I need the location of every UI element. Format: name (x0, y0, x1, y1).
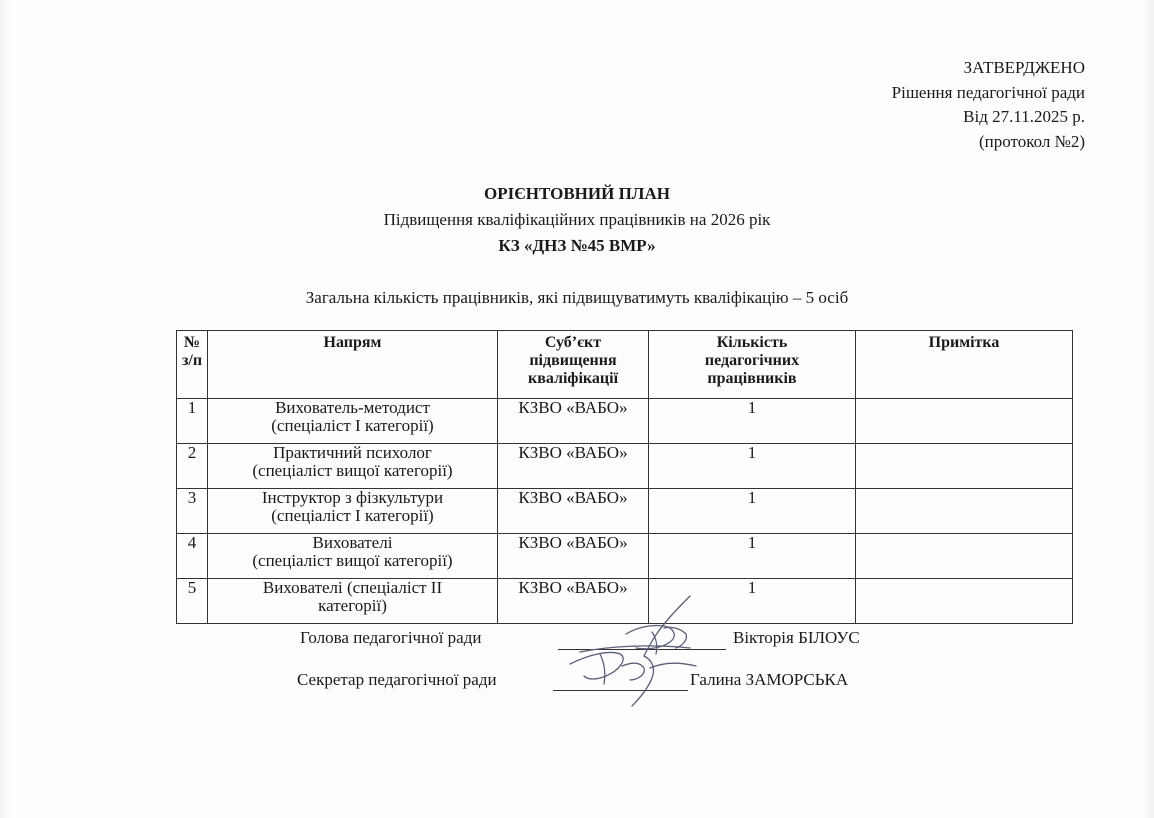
cell-number: 2 (177, 444, 208, 489)
head-handwritten-signature (580, 596, 690, 656)
cell-note (856, 489, 1073, 534)
cell-note (856, 579, 1073, 624)
cell-direction (208, 399, 498, 444)
cell-direction-position: Вихователі (спеціаліст ІІ (262, 578, 443, 597)
cell-number: 3 (177, 489, 208, 534)
approval-title: ЗАТВЕРДЖЕНО (963, 58, 1085, 77)
cell-direction (208, 444, 498, 489)
approval-stamp-block (892, 56, 1085, 154)
cell-number: 1 (177, 399, 208, 444)
header-number-line2: з/п (181, 352, 203, 369)
organization-name: КЗ «ДНЗ №45 ВМР» (498, 236, 656, 255)
cell-count: 1 (649, 444, 856, 489)
cell-note (856, 444, 1073, 489)
table-row (177, 534, 1073, 579)
header-subject (498, 331, 649, 399)
cell-direction-category: категорії) (318, 596, 387, 615)
cell-subject: КЗВО «ВАБО» (498, 444, 649, 489)
header-subject-line1: Суб’єкт (544, 334, 602, 351)
approval-decision: Рішення педагогічної ради (891, 82, 1085, 102)
table-row (177, 399, 1073, 444)
secretary-signature-label: Секретар педагогічної ради (297, 670, 497, 689)
header-number-line1: № (183, 334, 201, 351)
cell-direction (208, 534, 498, 579)
cell-direction-position: Практичний психолог (273, 443, 432, 462)
handwritten-signatures (540, 592, 760, 712)
approval-protocol: (протокол №2) (978, 131, 1085, 151)
secretary-signature-name: Галина ЗАМОРСЬКА (690, 670, 849, 689)
cell-note (856, 534, 1073, 579)
cell-direction (208, 579, 498, 624)
head-signature-name: Вікторія БІЛОУС (733, 628, 860, 647)
cell-direction (208, 489, 498, 534)
cell-count: 1 (649, 534, 856, 579)
header-note: Примітка (856, 331, 1073, 399)
header-count-line3: працівників (707, 370, 797, 387)
header-count (649, 331, 856, 399)
approval-date: Від 27.11.2025 р. (963, 107, 1085, 126)
cell-count: 1 (649, 489, 856, 534)
cell-count: 1 (649, 399, 856, 444)
document-title: ОРІЄНТОВНИЙ ПЛАН (484, 184, 670, 203)
document-subtitle: Підвищення кваліфікаційних працівників на 2026 рік (383, 210, 771, 229)
cell-subject: КЗВО «ВАБО» (498, 399, 649, 444)
head-signature-label: Голова педагогічної ради (300, 628, 482, 647)
cell-subject: КЗВО «ВАБО» (498, 579, 649, 624)
header-direction: Напрям (208, 331, 498, 399)
header-count-line2: педагогічних (704, 352, 800, 369)
plan-table (176, 330, 1073, 624)
header-subject-line3: кваліфікації (527, 370, 619, 387)
cell-note (856, 399, 1073, 444)
cell-subject: КЗВО «ВАБО» (498, 534, 649, 579)
secretary-handwritten-signature (570, 652, 696, 706)
cell-count: 1 (649, 579, 856, 624)
header-number (177, 331, 208, 399)
cell-direction-category: (спеціаліст І категорії) (271, 506, 434, 525)
table-header-row (177, 331, 1073, 399)
cell-direction-position: Інструктор з фізкультури (261, 488, 444, 507)
cell-direction-category: (спеціаліст І категорії) (271, 416, 434, 435)
cell-direction-category: (спеціаліст вищої категорії) (252, 461, 453, 480)
header-subject-line2: підвищення (529, 352, 617, 369)
cell-direction-position: Вихователь-методист (275, 398, 430, 417)
table-row (177, 444, 1073, 489)
total-employees-line: Загальна кількість працівників, які підвищуватимуть кваліфікацію – 5 осіб (305, 288, 849, 307)
cell-direction-category: (спеціаліст вищої категорії) (252, 551, 453, 570)
cell-number: 4 (177, 534, 208, 579)
header-count-line1: Кількість (716, 334, 788, 351)
cell-number: 5 (177, 579, 208, 624)
cell-direction-position: Вихователі (312, 533, 393, 552)
table-row (177, 489, 1073, 534)
cell-subject: КЗВО «ВАБО» (498, 489, 649, 534)
